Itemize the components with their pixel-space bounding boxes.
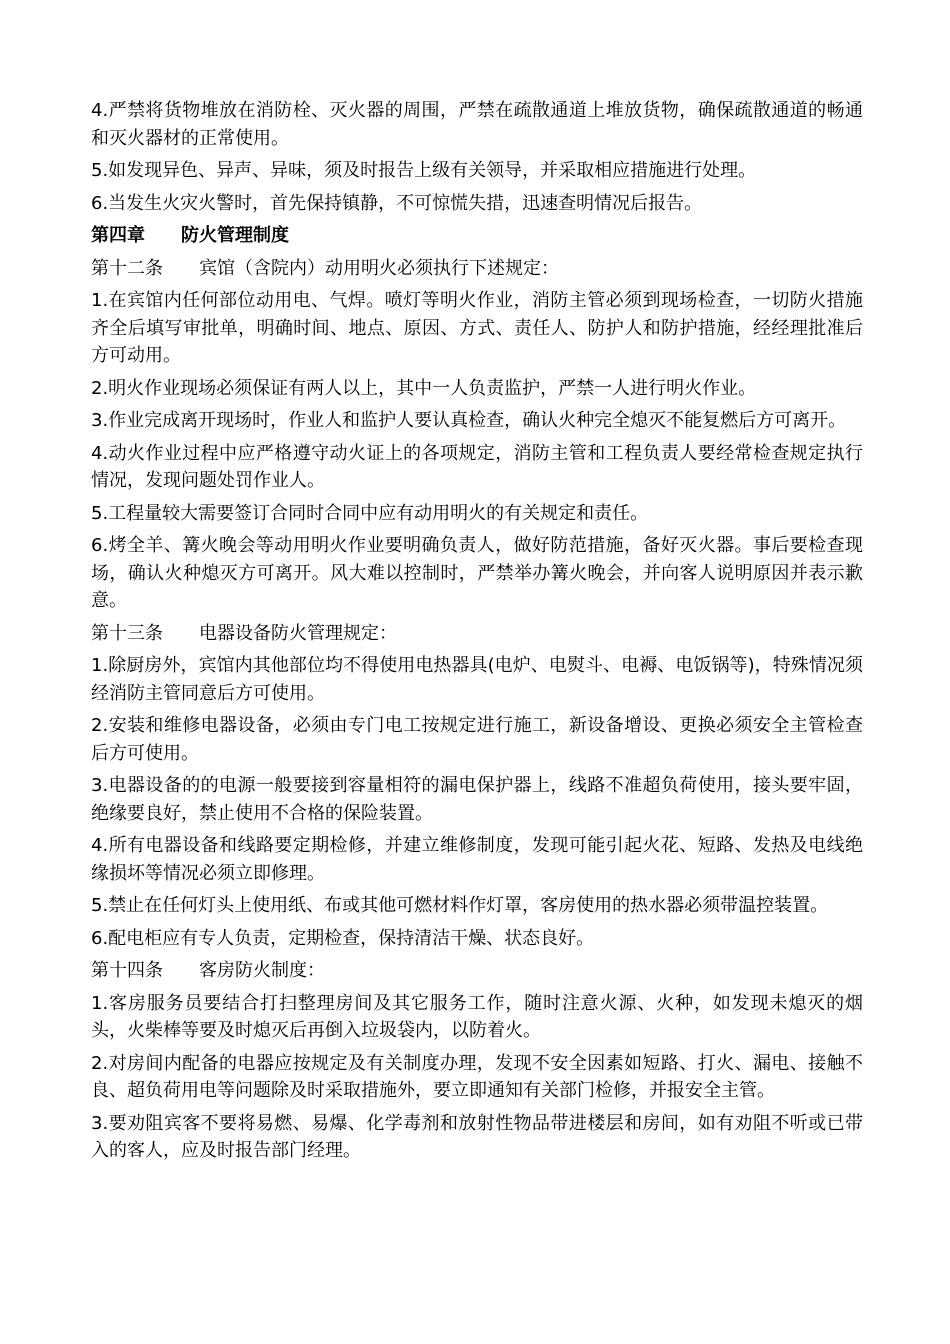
paragraph: 5.工程量较大需要签订合同时合同中应有动用明火的有关规定和责任。 — [91, 502, 649, 524]
paragraph: 6.配电柜应有专人负责，定期检查，保持清洁干燥、状态良好。 — [91, 927, 595, 949]
article-heading — [91, 255, 863, 283]
article-title: 宾馆（含院内）动用明火必须执行下述规定： — [199, 257, 559, 279]
paragraph: 3.电器设备的的电源一般要接到容量相符的漏电保护器上，线路不准超负荷使用，接头要牢固，绝缘要良好，禁止使用不合格的保险装置。 — [91, 775, 863, 824]
paragraph: 1.除厨房外，宾馆内其他部位均不得使用电热器具(电炉、电熨斗、电褥、电饭锅等)，特殊情况须经消防主管同意后方可使用。 — [91, 655, 863, 704]
paragraph: 4.所有电器设备和线路要定期检修，并建立维修制度，发现可能引起火花、短路、发热及电线绝缘损坏等情况必须立即修理。 — [91, 835, 863, 884]
article-heading — [91, 620, 863, 648]
paragraph: 2.明火作业现场必须保证有两人以上，其中一人负责监护，严禁一人进行明火作业。 — [91, 377, 757, 399]
chapter-label: 第四章 — [91, 225, 145, 246]
chapter-title: 防火管理制度 — [181, 225, 289, 246]
paragraph: 4.严禁将货物堆放在消防栓、灭火器的周围，严禁在疏散通道上堆放货物，确保疏散通道的畅通和灭火器材的正常使用。 — [91, 100, 863, 149]
paragraph: 2.对房间内配备的电器应按规定及有关制度办理，发现不安全因素如短路、打火、漏电、接触不良、超负荷用电等问题除及时采取措施外，要立即通知有关部门检修，并报安全主管。 — [91, 1052, 863, 1101]
paragraph: 1.客房服务员要结合打扫整理房间及其它服务工作，随时注意火源、火种，如发现未熄灭的烟头，火柴棒等要及时熄灭后再倒入垃圾袋内，以防着火。 — [91, 992, 863, 1041]
paragraph: 2.安装和维修电器设备，必须由专门电工按规定进行施工，新设备增设、更换必须安全主管检查后方可使用。 — [91, 715, 863, 764]
article-label: 第十四条 — [91, 960, 163, 981]
paragraph: 5.禁止在任何灯头上使用纸、布或其他可燃材料作灯罩，客房使用的热水器必须带温控装置。 — [91, 895, 829, 916]
chapter-heading — [91, 222, 863, 250]
article-label: 第十二条 — [91, 257, 163, 279]
paragraph: 6.当发生火灾火警时，首先保持镇静，不可惊慌失措，迅速查明情况后报告。 — [91, 192, 703, 214]
paragraph: 4.动火作业过程中应严格遵守动火证上的各项规定，消防主管和工程负责人要经常检查规定执行情况，发现问题处罚作业人。 — [91, 442, 863, 491]
paragraph: 1.在宾馆内任何部位动用电、气焊。喷灯等明火作业，消防主管必须到现场检查，一切防火措施齐全后填写审批单，明确时间、地点、原因、方式、责任人、防护人和防护措施，经经理批准后方可动用。 — [91, 290, 863, 366]
article-heading — [91, 957, 863, 985]
article-title: 电器设备防火管理规定： — [199, 622, 397, 644]
document-page — [91, 97, 863, 1170]
paragraph: 3.作业完成离开现场时，作业人和监护人要认真检查，确认火种完全熄灭不能复燃后方可离开。 — [91, 410, 847, 431]
article-label: 第十三条 — [91, 622, 163, 644]
paragraph: 6.烤全羊、篝火晚会等动用明火作业要明确负责人，做好防范措施，备好灭火器。事后要检查现场，确认火种熄灭方可离开。风大难以控制时，严禁举办篝火晚会，并向客人说明原因并表示歉意。 — [91, 535, 863, 611]
article-title: 客房防火制度： — [199, 960, 325, 981]
paragraph: 5.如发现异色、异声、异味，须及时报告上级有关领导，并采取相应措施进行处理。 — [91, 160, 757, 181]
paragraph: 3.要劝阻宾客不要将易燃、易爆、化学毒剂和放射性物品带进楼层和房间，如有劝阻不听或已带入的客人，应及时报告部门经理。 — [91, 1112, 863, 1161]
